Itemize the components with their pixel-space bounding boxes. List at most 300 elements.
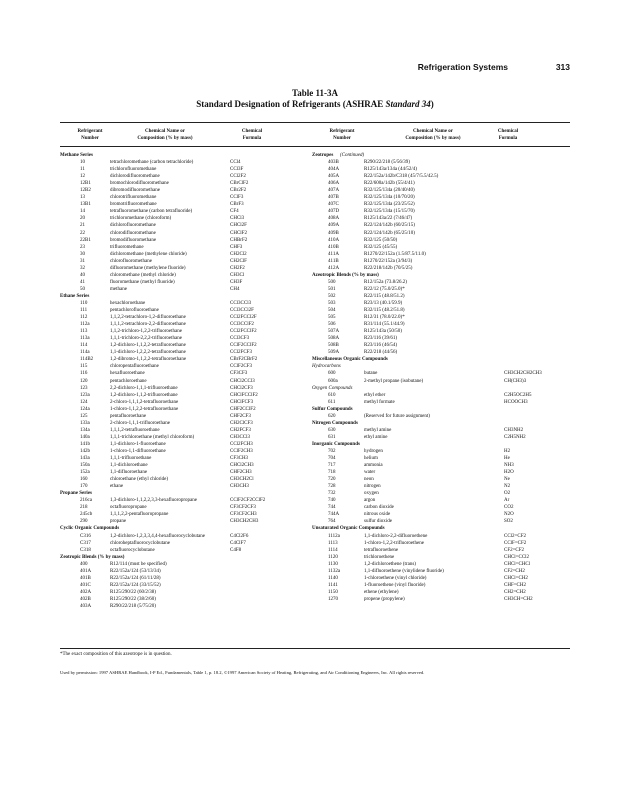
chemical-formula: CHF2CH3 <box>230 470 252 476</box>
section-heading <box>312 406 570 413</box>
chemical-formula: CH2ClCF3 <box>230 420 253 426</box>
refrigerant-number: 1132a <box>328 568 341 574</box>
chemical-name: ammonia <box>364 463 383 469</box>
col-header-line: Refrigerant <box>77 129 103 134</box>
chemical-name: 1,1,1-trichloro-2,2,2-trifluoroethane <box>110 336 182 342</box>
refrigerant-number: 12B1 <box>80 181 91 187</box>
chemical-name: (Reserved for future assignment) <box>364 413 430 419</box>
table-row <box>60 455 310 462</box>
table-row <box>312 511 570 518</box>
table-row <box>60 237 310 244</box>
heading-text: Propane Series <box>60 491 92 497</box>
table-row <box>60 420 310 427</box>
chemical-formula: CH3CH3 <box>230 484 249 490</box>
table-row <box>312 469 570 476</box>
table-row <box>312 554 570 561</box>
table-row <box>60 215 310 222</box>
chemical-name: ethane <box>110 484 124 490</box>
col-header-line: Refrigerant <box>329 129 355 134</box>
refrigerant-number: 10 <box>80 160 85 166</box>
page-number: 313 <box>555 62 570 72</box>
refrigerant-number: 50 <box>80 286 85 292</box>
table-row <box>60 518 310 525</box>
refrigerant-number: 216ca <box>80 498 92 504</box>
chemical-name: 2-chloro-1,1,1,2-tetrafluoroethane <box>110 399 179 405</box>
chemical-name: R22/600a/142b (55/4/41) <box>364 181 415 187</box>
col-header-line: Chemical Name or <box>145 129 185 134</box>
chemical-name: R22/218/142b (70/5/25) <box>364 265 413 271</box>
table-title-main: Standard Designation of Refrigerants (ASHRAE <box>196 99 386 109</box>
chemical-name: methane <box>110 286 127 292</box>
refrigerant-number: 110 <box>80 300 88 306</box>
col-header-line: Chemical Name or <box>413 129 453 134</box>
table-row <box>60 230 310 237</box>
table-row <box>60 307 310 314</box>
refrigerant-number: C317 <box>80 540 91 546</box>
chemical-formula: CClF2CF3 <box>230 364 252 370</box>
refrigerant-number: 717 <box>328 463 336 469</box>
chemical-formula: Ne <box>504 477 510 483</box>
chemical-name: R22/152a/124 (33/15/52) <box>110 582 161 588</box>
table-row <box>312 222 570 229</box>
table-row <box>312 427 570 434</box>
refrigerant-number: 22B1 <box>80 237 91 243</box>
chemical-formula: CHF=CH2 <box>504 582 526 588</box>
refrigerant-number: 508A <box>328 336 340 342</box>
refrigerant-number: 112a <box>80 322 90 328</box>
refrigerant-number: 11 <box>80 167 85 173</box>
chemical-formula: CH4 <box>230 286 240 292</box>
table-row <box>312 540 570 547</box>
chemical-name: hydrogen <box>364 448 383 454</box>
table-row <box>60 314 310 321</box>
table-row <box>60 582 310 589</box>
table-row <box>312 307 570 314</box>
chemical-name: sulfur dioxide <box>364 519 392 525</box>
chemical-name: ethyl amine <box>364 434 388 440</box>
col-header-line: Number <box>81 136 99 141</box>
table-row <box>312 180 570 187</box>
chemical-name: trichloroethene <box>364 554 395 560</box>
chemical-name: 1,2-dichloro-1,1,2,2-tetrafluoroethane <box>110 343 186 349</box>
refrigerant-number: 12 <box>80 174 85 180</box>
chemical-name: R32/125/134a (15/15/70) <box>364 209 415 215</box>
refrigerant-number: 142b <box>80 448 90 454</box>
refrigerant-number: 402B <box>80 596 91 602</box>
chemical-name: dichloromethane (methylene chloride) <box>110 251 187 257</box>
refrigerant-number: 400 <box>80 561 88 567</box>
table-row <box>60 208 310 215</box>
chemical-name: methyl formate <box>364 399 395 405</box>
chemical-name: R1270/22/152a (1.5/87.5/11.0) <box>364 251 426 257</box>
chemical-name: R22/124/142b (65/25/10) <box>364 230 415 236</box>
chemical-name: R32/125 (50/50) <box>364 237 398 243</box>
refrigerant-number: 113 <box>80 329 88 335</box>
chemical-formula: CCl2FCF3 <box>230 350 252 356</box>
col-header-line: Composition (% by mass) <box>405 136 461 141</box>
chemical-formula: CBrF2CBrF2 <box>230 357 258 363</box>
refrigerant-number: 123 <box>80 385 88 391</box>
refrigerant-number: 402A <box>80 589 92 595</box>
chemical-name: R22/12 (75.0/25.0)* <box>364 286 405 292</box>
table-row <box>60 166 310 173</box>
refrigerant-number: 150a <box>80 463 90 469</box>
refrigerant-number: 620 <box>328 413 336 419</box>
refrigerant-number: 1130 <box>328 561 338 567</box>
chemical-name: oxygen <box>364 491 379 497</box>
refrigerant-number: 114a <box>80 350 90 356</box>
table-top-rule <box>60 122 570 123</box>
chemical-name: R1270/22/152a (3/94/3) <box>364 258 413 264</box>
refrigerant-number: 134a <box>80 427 90 433</box>
chemical-formula: CH3NH2 <box>504 427 524 433</box>
chemical-name: R22/124/142b (60/25/15) <box>364 223 415 229</box>
refrigerant-number: 1141 <box>328 582 338 588</box>
chemical-name: dichlorodifluoromethane <box>110 174 160 180</box>
refrigerant-number: 401C <box>80 582 91 588</box>
chemical-name: R22/152a/142b/C318 (45/7/5.5/42.5) <box>364 174 439 180</box>
refrigerant-number: 401A <box>80 568 92 574</box>
table-row <box>312 187 570 194</box>
table-row <box>60 321 310 328</box>
chemical-name: bromotrifluoromethane <box>110 202 157 208</box>
chemical-formula: CH3CH=CH2 <box>504 596 533 602</box>
refrigerant-number: C316 <box>80 533 91 539</box>
refrigerant-number: 170 <box>80 484 88 490</box>
chemical-name: dibromodifluoromethane <box>110 188 160 194</box>
refrigerant-number: 407B <box>328 195 339 201</box>
chemical-name: 1,1-difluoroethane <box>110 470 148 476</box>
chemical-name: R12/114 (must be specified) <box>110 561 167 567</box>
refrigerant-number: 1140 <box>328 575 338 581</box>
table-row <box>60 349 310 356</box>
chemical-name: 1,2-dichloro-1,1,2-trifluoroethane <box>110 392 178 398</box>
refrigerant-number: 509A <box>328 350 340 356</box>
heading-text: Hydrocarbons <box>312 364 341 370</box>
refrigerant-number: 1113 <box>328 540 338 546</box>
col-header-formula-right <box>478 128 538 142</box>
heading-note: (Continued) <box>340 153 365 158</box>
refrigerant-number: 506 <box>328 322 336 328</box>
chemical-name: R23/116 (46/54) <box>364 343 398 349</box>
refrigerant-number: 23 <box>80 244 85 250</box>
chemical-formula: N2O <box>504 512 514 518</box>
table-row <box>60 265 310 272</box>
refrigerant-number: 12B2 <box>80 188 91 194</box>
table-title-standard: Standard 34 <box>385 99 431 109</box>
table-row <box>60 540 310 547</box>
chemical-name: R32/125/134a (10/70/20) <box>364 195 415 201</box>
chemical-name: R22/152a/124 (53/13/34) <box>110 568 161 574</box>
heading-text: Methane Series <box>60 153 93 158</box>
refrigerant-number: 407A <box>328 188 340 194</box>
table-row <box>312 434 570 441</box>
refrigerant-number: 405A <box>328 174 340 180</box>
chemical-name: water <box>364 470 376 476</box>
section-heading <box>60 152 310 159</box>
chemical-formula: CH2Cl2 <box>230 251 247 257</box>
chemical-name: R32/115 (48.2/51.8) <box>364 308 405 314</box>
table-row <box>60 370 310 377</box>
chemical-formula: N2 <box>504 484 511 490</box>
table-row <box>60 251 310 258</box>
refrigerant-number: 610 <box>328 392 336 398</box>
section-heading <box>312 356 570 363</box>
chemical-name: R32/125/134a (20/40/40) <box>364 188 415 194</box>
table-row <box>60 434 310 441</box>
section-heading <box>60 293 310 300</box>
chemical-formula: CCl2FCH3 <box>230 441 253 447</box>
refrigerant-number: 13B1 <box>80 202 91 208</box>
chemical-formula: CH3CH2Cl <box>230 477 254 483</box>
refrigerant-number: 504 <box>328 308 336 314</box>
chemical-formula: CH2=CH2 <box>504 589 526 595</box>
table-row <box>312 349 570 356</box>
section-heading <box>312 525 570 532</box>
refrigerant-number: 116 <box>80 371 88 377</box>
refrigerant-number: 764 <box>328 519 336 525</box>
heading-text: Nitrogen Compounds <box>312 420 358 426</box>
table-row <box>312 462 570 469</box>
table-row <box>312 173 570 180</box>
chemical-name: R290/22/218 (5/56/39) <box>364 160 410 166</box>
refrigerant-number: 30 <box>80 251 85 257</box>
table-row <box>60 547 310 554</box>
refrigerant-number: 411B <box>328 258 339 264</box>
col-header-name-left <box>110 128 220 142</box>
refrigerant-number: 408A <box>328 216 340 222</box>
chemical-formula: CHCl2CH3 <box>230 463 254 469</box>
refrigerant-number: 403A <box>80 604 92 609</box>
table-row <box>312 251 570 258</box>
table-row <box>60 328 310 335</box>
chemical-name: octafluoropropane <box>110 505 147 511</box>
chemical-formula: CH3F <box>230 279 243 285</box>
chemical-formula: He <box>504 456 510 462</box>
section-heading <box>312 152 570 159</box>
table-row <box>312 497 570 504</box>
chemical-name: tetrafluoromethane (carbon tetrafluoride) <box>110 209 193 215</box>
table-row <box>60 201 310 208</box>
chemical-name: 1,2-dichloroethene (trans) <box>364 561 416 567</box>
chemical-name: pentafluoroethane <box>110 413 147 419</box>
table-row <box>60 427 310 434</box>
chemical-formula: CH2FCF3 <box>230 427 251 433</box>
table-row <box>312 159 570 166</box>
refrigerant-number: 140a <box>80 434 90 440</box>
table-row <box>60 561 310 568</box>
table-row <box>60 222 310 229</box>
chemical-name: bromochlorodifluoromethane <box>110 181 169 187</box>
refrigerant-number: 114B2 <box>80 357 94 363</box>
table-row <box>312 392 570 399</box>
refrigerant-number: 412A <box>328 265 340 271</box>
chemical-name: chlorodifluoromethane <box>110 230 156 236</box>
table-row <box>312 321 570 328</box>
chemical-formula: Ar <box>504 498 510 504</box>
refrigerant-number: 503 <box>328 300 336 306</box>
refrigerant-number: 600a <box>328 378 338 384</box>
chemical-formula: CHBrF2 <box>230 237 248 243</box>
refrigerant-number: 611 <box>328 399 336 405</box>
refrigerant-number: 1114 <box>328 547 338 553</box>
chemical-formula: CCl3CF3 <box>230 336 250 342</box>
source-credit: Used by permission: 1997 ASHRAE Handbook, I-P Ed., Fundamentals, Table 1, p. 18.2, ©1997 American Society of Heating, Refrigerating, and Air Conditioning Engineers, Inc. All rights reserved. <box>60 670 425 675</box>
chemical-name: argon <box>364 498 376 504</box>
table-row <box>312 596 570 603</box>
chemical-formula: CCl3CCl2F <box>230 308 254 314</box>
refrigerant-number: 600 <box>328 371 336 377</box>
table-row <box>312 547 570 554</box>
heading-text: Ethane Series <box>60 293 90 299</box>
refrigerant-number: 728 <box>328 484 336 490</box>
chemical-name: R22/152a/124 (61/11/28) <box>110 575 161 581</box>
chemical-name: chlorofluoromethane <box>110 258 152 264</box>
heading-text: Azeotropic Blends (% by mass) <box>312 272 379 278</box>
chemical-formula: CBrF3 <box>230 202 244 208</box>
chemical-formula: CHCl=CCl2 <box>504 554 530 560</box>
refrigerant-number: 143a <box>80 456 90 462</box>
refrigerant-number: 113a <box>80 336 90 342</box>
chemical-formula: CHCl=CH2 <box>504 575 528 581</box>
refrigerant-number: 411A <box>328 251 339 257</box>
chemical-name: propene (propylene) <box>364 596 405 602</box>
refrigerant-number: 1120 <box>328 554 338 560</box>
table-row <box>60 180 310 187</box>
chemical-formula: CClF2CH3 <box>230 448 253 454</box>
table-row <box>312 201 570 208</box>
chemical-name: helium <box>364 456 378 462</box>
refrigerant-number: 630 <box>328 427 336 433</box>
chemical-name: 1,1,1-trichloroethane (methyl chloroform) <box>110 434 195 440</box>
heading-text: Inorganic Compounds <box>312 441 360 447</box>
running-title: Refrigeration Systems <box>417 62 508 72</box>
refrigerant-number: 114 <box>80 343 88 349</box>
chemical-formula: CH3Cl <box>230 272 245 278</box>
refrigerant-number: C318 <box>80 547 91 553</box>
table-row <box>312 561 570 568</box>
chemical-formula: HCOOCH3 <box>504 399 528 405</box>
chemical-name: 1-chloro-1,1,2,2-tetrafluoroethane <box>110 406 179 412</box>
chemical-name: chloropentafluoroethane <box>110 364 159 370</box>
table-row <box>312 286 570 293</box>
table-row <box>312 258 570 265</box>
table-row <box>60 342 310 349</box>
chemical-name: 1,1,1,2,2-pentafluoropropane <box>110 512 169 518</box>
table-row <box>312 265 570 272</box>
section-heading <box>60 490 310 497</box>
chemical-formula: CHCl2CF3 <box>230 385 253 391</box>
table-row <box>60 279 310 286</box>
refrigerant-number: 290 <box>80 519 88 525</box>
refrigerant-number: 404A <box>328 167 340 173</box>
refrigerant-number: 1150 <box>328 589 338 595</box>
refrigerant-number: 410B <box>328 244 339 250</box>
chemical-formula: C4Cl2F6 <box>230 533 249 539</box>
table-row <box>60 603 310 610</box>
chemical-name: R125/290/22 (60/2/38) <box>110 589 156 595</box>
refrigerant-number: 505 <box>328 315 336 321</box>
refrigerant-number: 740 <box>328 498 336 504</box>
refrigerant-number: 732 <box>328 491 336 497</box>
chemical-formula: CCl2=CF2 <box>504 533 526 539</box>
heading-text: Cyclic Organic Compounds <box>60 526 120 532</box>
refrigerant-number: 410A <box>328 237 340 243</box>
chemical-name: chloromethane (methyl chloride) <box>110 272 176 278</box>
chemical-name: 1,3-dichloro-1,1,2,2,3,3-hexafluoropropane <box>110 498 197 504</box>
table-row <box>312 476 570 483</box>
chemical-name: R31/114 (55.1/44.9) <box>364 322 405 328</box>
refrigerant-number: 160 <box>80 477 88 483</box>
chemical-name: fluoromethane (methyl fluoride) <box>110 279 175 285</box>
subsection-heading <box>312 385 570 392</box>
table-row <box>312 568 570 575</box>
col-header-line: Formula <box>498 136 518 141</box>
chemical-formula: CH3CH2CH3 <box>230 519 259 525</box>
table-row <box>60 244 310 251</box>
table-row <box>60 300 310 307</box>
table-row <box>312 399 570 406</box>
chemical-formula: CF3CH3 <box>230 456 249 462</box>
chemical-formula: CF3CF2CH3 <box>230 512 257 518</box>
table-row <box>60 497 310 504</box>
left-column <box>60 152 310 610</box>
table-row <box>60 159 310 166</box>
table-row <box>312 378 570 385</box>
chemical-name: 1,1-difluoroethene (vinylidene fluoride) <box>364 568 444 574</box>
section-heading <box>312 441 570 448</box>
chemical-formula: CF3CF2CF3 <box>230 505 256 511</box>
table-row <box>312 342 570 349</box>
chemical-name: R23/116 (39/61) <box>364 336 398 342</box>
refrigerant-number: 14 <box>80 209 85 215</box>
chemical-name: hexafluoroethane <box>110 371 145 377</box>
table-row <box>60 533 310 540</box>
table-row <box>60 356 310 363</box>
chemical-name: 1-fluoroethene (vinyl fluoride) <box>364 582 426 588</box>
table-row <box>60 589 310 596</box>
refrigerant-number: 720 <box>328 477 336 483</box>
chemical-formula: CH2ClF <box>230 258 247 264</box>
chemical-name: butane <box>364 371 378 377</box>
refrigerant-number: 21 <box>80 223 85 229</box>
chemical-formula: CHClFCClF2 <box>230 392 258 398</box>
subsection-heading <box>312 363 570 370</box>
chemical-formula: CH3CCl3 <box>230 434 251 440</box>
refrigerant-number: 744 <box>328 505 336 511</box>
table-row <box>60 596 310 603</box>
col-header-line: Number <box>333 136 351 141</box>
col-header-name-right <box>378 128 488 142</box>
table-row <box>60 469 310 476</box>
chemical-formula: CHClF2 <box>230 230 247 236</box>
refrigerant-number: 218 <box>80 505 88 511</box>
table-row <box>60 448 310 455</box>
refrigerant-number: 718 <box>328 470 336 476</box>
col-header-line: Composition (% by mass) <box>137 136 193 141</box>
refrigerant-number: 124a <box>80 406 90 412</box>
chemical-name: ethyl ether <box>364 392 386 398</box>
chemical-formula: CHClFCF3 <box>230 399 254 405</box>
chemical-name: pentachlorofluoroethane <box>110 308 159 314</box>
chemical-name: R23/13 (40.1/59.9) <box>364 300 403 306</box>
table-row <box>60 187 310 194</box>
chemical-name: tetrachloromethane (carbon tetrachloride) <box>110 160 194 166</box>
chemical-name: 2-chloro-1,1,1-trifluoroethane <box>110 420 170 426</box>
refrigerant-number: 124 <box>80 399 88 405</box>
header-bottom-rule <box>60 146 570 147</box>
chemical-name: nitrogen <box>364 484 381 490</box>
